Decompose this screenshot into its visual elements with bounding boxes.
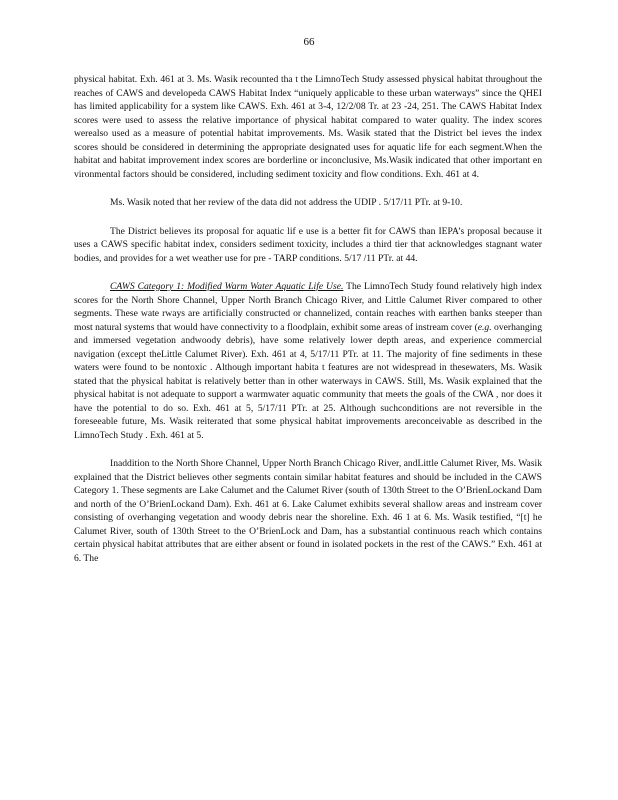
paragraph-text-continued: overhanging and immersed vegetation andwoody debris), have some relatively lower depth areas, and experience commercial navigation (except theLittle Calumet River). Exh. 461 at 4, 5/17/11 PTr. at 11. The majority of fine sediments in these waters were found to be nontoxic . Although important habita t features are not widespread in thesewaters, Ms. Wasik stated that the physical habitat is relatively better than in other waterways in CAWS. Still, Ms. Wasik explained that the physical habitat is not adequate to support a warmwater aquatic community that meets the goals of the CWA , nor does it have the potential to do so. Exh. 461 at 5, 5/17/11 PTr. at 25. Although suchconditions are not reversible in the foreseeable future, Ms. Wasik reiterated that some physical habitat improvements areconceivable as described in the LimnoTech Study . Exh. 461 at 5. — [74, 321, 542, 441]
document-body — [74, 73, 542, 565]
section-heading: CAWS Category 1: Modified Warm Water Aquatic Life Use. — [110, 281, 344, 292]
eg-abbreviation: e.g. — [477, 321, 492, 333]
paragraph-text: The LimnoTech Study found relatively high index scores for the North Shore Channel, Upper North Branch Chicago River, and Little Calumet River compared to other segments. These wate rways are artificially constructed or channelized, contain reaches with earthen banks steeper than most natural systems that would have connectivity to a floodplain, exhibit some areas of instream cover ( — [74, 281, 542, 333]
page-number: 66 — [303, 36, 315, 48]
paragraph-habitat-index: physical habitat. Exh. 461 at 3. Ms. Wasik recounted tha t the LimnoTech Study assessed physical habitat throughout the reaches of CAWS and developeda CAWS Habitat Index “uniquely applicable to these urban waterways” since the QHEI has limited applicability for a system like CAWS. Exh. 461 at 3-4, 12/2/08 Tr. at 23 -24, 251. The CAWS Habitat Index scores were used to assess the relative importance of physical habitat compared to water quality. The index scores werealso used as a measure of potential habitat improvements. Ms. Wasik stated that the District bel ieves the index scores should be considered in determining the appropriate designated uses for aquatic life for each segment.When the habitat and habitat improvement index scores are borderline or inconclusive, Ms.Wasik indicated that other important en vironmental factors should be considered, including sediment toxicity and flow conditions. Exh. 461 at 4. — [74, 74, 542, 180]
paragraph-other-segments: Inaddition to the North Shore Channel, Upper North Branch Chicago River, andLittle Calumet River, Ms. Wasik explained that the District believes other segments contain similar habitat features and should be included in the CAWS Category 1. These segments are Lake Calumet and the Calumet River (south of 130th Street to the O’BrienLockand Dam and north of the O’BrienLockand Dam). Exh. 461 at 6. Lake Calumet exhibits several shallow areas and instream cover consisting of overhanging vegetation and woody debris near the shoreline. Exh. 46 1 at 6. Ms. Wasik testified, “[t] he Calumet River, south of 130th Street to the O’BrienLock and Dam, has a substantial continuous reach which contains certain physical habitat attributes that are either absent or found in isolated pockets in the rest of the CAWS.” Exh. 461 at 6. The — [74, 458, 542, 564]
paragraph-caws-category-1 — [74, 280, 542, 442]
paragraph-district-proposal: The District believes its proposal for aquatic lif e use is a better fit for CAWS than IEPA’s proposal because it uses a CAWS specific habitat index, considers sediment toxicity, includes a third tier that acknowledges stagnant water bodies, and provides for a wet weather use for pre - TARP conditions. 5/17 /11 PTr. at 44. — [74, 225, 542, 264]
paragraph-udip-note: Ms. Wasik noted that her review of the data did not address the UDIP . 5/17/11 PTr. at 9-10. — [110, 197, 463, 208]
